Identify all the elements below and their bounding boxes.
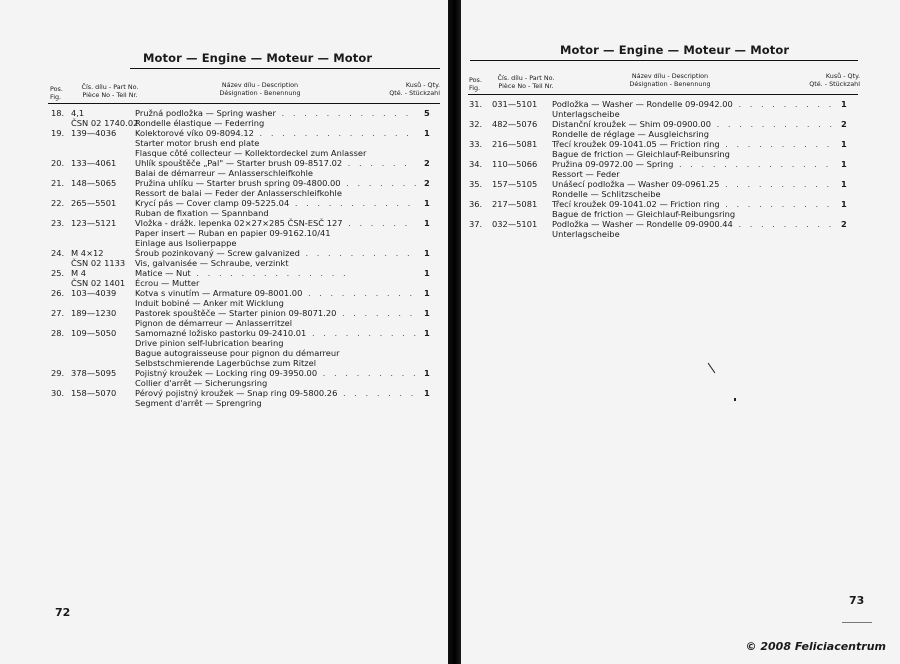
position-number: 34. — [469, 159, 483, 169]
position-number: 20. — [51, 158, 65, 168]
part-number: 031—5101 — [492, 99, 538, 109]
table-row — [469, 219, 854, 229]
part-description: Pojistný kroužek — Locking ring 09-3950.00 . . . . . . . . . — [135, 368, 419, 378]
table-row — [51, 118, 436, 128]
part-number: 216—5081 — [492, 139, 538, 149]
position-number: 19. — [51, 128, 65, 138]
part-description: Ressort — Feder — [552, 169, 620, 179]
column-header-part-no: Čís. dílu - Part No. Pièce No - Teil Nr. — [81, 83, 139, 99]
table-row — [469, 209, 854, 219]
quantity: 1 — [841, 139, 847, 149]
part-description: Kotva s vinutím — Armature 09-8001.00 . . . . . . . . . . — [135, 288, 416, 298]
table-row — [51, 288, 436, 298]
quantity: 1 — [424, 268, 430, 278]
part-number: 032—5101 — [492, 219, 538, 229]
table-row — [51, 238, 436, 248]
table-row — [51, 198, 436, 208]
part-description: Třecí kroužek 09-1041.02 — Friction ring . . . . . . . . . . — [552, 199, 833, 209]
position-number: 37. — [469, 219, 483, 229]
table-row — [51, 348, 436, 358]
quantity: 1 — [424, 198, 430, 208]
table-row — [469, 109, 854, 119]
position-number: 21. — [51, 178, 65, 188]
column-header-description: Název dílu - Description Désignation - Benennung — [629, 72, 711, 88]
part-description: Pružina 09-0972.00 — Spring . . . . . . . . . . . . . . — [552, 159, 832, 169]
dot-leader: . . . . . . . . . . — [719, 179, 833, 189]
position-number: 22. — [51, 198, 65, 208]
column-header-position: Pos. Fig. — [469, 76, 482, 92]
page-title: Motor — Engine — Moteur — Motor — [143, 51, 373, 65]
parts-list-left — [51, 108, 436, 408]
dot-leader: . . . . . . . . . — [732, 99, 835, 109]
column-header-quantity: Kusů - Qty. Qté. - Stückzahl — [389, 81, 440, 97]
part-description: Třecí kroužek 09-1041.05 — Friction ring . . . . . . . . . . — [552, 139, 833, 149]
part-description: Bague de friction — Gleichlauf-Reibunsring — [552, 149, 730, 159]
quantity: 1 — [424, 218, 430, 228]
part-number: ČSN 02 1401 — [71, 278, 126, 288]
part-description: Balai de démarreur — Anlasserschleifkohle — [135, 168, 314, 178]
part-description: Podložka — Washer — Rondelle 09-0900.44 . . . . . . . . . — [552, 219, 835, 229]
part-description: Pignon de démarreur — Anlasserritzel — [135, 318, 293, 328]
table-row — [51, 108, 436, 118]
book-spine — [448, 0, 461, 664]
divider — [470, 60, 858, 61]
part-number: 123—5121 — [71, 218, 117, 228]
dot-leader: . . . . . . . . . . . . . . — [253, 128, 412, 138]
part-description: Paper insert — Ruban en papier 09-9162.10/41 — [135, 228, 331, 238]
part-description: Bague de friction — Gleichlauf-Reibungsring — [552, 209, 736, 219]
part-number: 378—5095 — [71, 368, 117, 378]
position-number: 29. — [51, 368, 65, 378]
table-row — [51, 208, 436, 218]
position-number: 32. — [469, 119, 483, 129]
part-number: 110—5066 — [492, 159, 538, 169]
part-description: Pružná podložka — Spring washer . . . . . . . . . . . . — [135, 108, 412, 118]
part-number: 217—5081 — [492, 199, 538, 209]
page-title: Motor — Engine — Moteur — Motor — [560, 43, 790, 57]
table-row — [469, 169, 854, 179]
table-row — [469, 129, 854, 139]
table-row — [469, 199, 854, 209]
dot-leader: . . . . . . . . . . — [299, 248, 413, 258]
quantity: 1 — [841, 179, 847, 189]
page-number: 73 — [849, 594, 865, 607]
quantity: 1 — [424, 288, 430, 298]
quantity: 2 — [424, 158, 430, 168]
quantity: 2 — [424, 178, 430, 188]
part-description: Drive pinion self-lubrication bearing — [135, 338, 284, 348]
column-header-description: Název dílu - Description Désignation - Benennung — [219, 81, 301, 97]
divider — [468, 94, 858, 95]
part-description: Vložka - drážk. lepenka 02×27×285 ČSN-ESČ 127 . . . . . . — [135, 218, 411, 228]
table-row — [51, 158, 436, 168]
divider — [48, 103, 440, 104]
dot-leader: . . . . . . . . . . — [302, 288, 416, 298]
quantity: 2 — [841, 119, 847, 129]
dot-leader: . . . . . . . . . . — [719, 199, 833, 209]
dot-leader: . . . . . . . . . . . . . . — [673, 159, 832, 169]
part-number: 133—4061 — [71, 158, 117, 168]
part-description: Pérový pojistný kroužek — Snap ring 09-5800.26 . . . . . . . — [135, 388, 417, 398]
table-row — [51, 338, 436, 348]
table-row — [51, 318, 436, 328]
quantity: 1 — [424, 368, 430, 378]
quantity: 1 — [841, 99, 847, 109]
quantity: 2 — [841, 219, 847, 229]
position-number: 26. — [51, 288, 65, 298]
quantity: 1 — [841, 159, 847, 169]
table-row — [51, 308, 436, 318]
table-row — [51, 278, 436, 288]
table-row — [51, 138, 436, 148]
part-description: Rondelle élastique — Federring — [135, 118, 265, 128]
part-number: 4,1 — [71, 108, 85, 118]
part-description: Unterlagscheibe — [552, 229, 620, 239]
table-row — [51, 388, 436, 398]
table-row — [469, 119, 854, 129]
table-row — [469, 189, 854, 199]
part-number: 103—4039 — [71, 288, 117, 298]
table-row — [51, 228, 436, 238]
part-description: Induit bobiné — Anker mit Wicklung — [135, 298, 284, 308]
quantity: 1 — [424, 308, 430, 318]
dot-leader: . . . . . . . . . . — [306, 328, 420, 338]
part-description: Distanční kroužek — Shim 09-0900.00 . . . . . . . . . . . — [552, 119, 836, 129]
position-number: 33. — [469, 139, 483, 149]
parts-list-right — [469, 99, 854, 239]
quantity: 1 — [424, 388, 430, 398]
divider — [130, 68, 440, 69]
part-number: 157—5105 — [492, 179, 538, 189]
part-number: 189—1230 — [71, 308, 117, 318]
part-description: Einlage aus Isolierpappe — [135, 238, 237, 248]
part-description: Krycí pás — Cover clamp 09-5225.04 . . . . . . . . . . . — [135, 198, 414, 208]
part-description: Ruban de fixation — Spannband — [135, 208, 269, 218]
part-number: M 4×12 — [71, 248, 104, 258]
dot-leader: . . . . . . . — [337, 388, 417, 398]
table-row — [51, 248, 436, 258]
table-row — [51, 258, 436, 268]
part-description: Rondelle de réglage — Ausgleichsring — [552, 129, 710, 139]
position-number: 18. — [51, 108, 65, 118]
part-description: Pružina uhlíku — Starter brush spring 09-4800.00 . . . . . . . — [135, 178, 420, 188]
part-description: Podložka — Washer — Rondelle 09-0942.00 . . . . . . . . . — [552, 99, 835, 109]
table-row — [469, 149, 854, 159]
position-number: 27. — [51, 308, 65, 318]
table-row — [51, 268, 436, 278]
part-description: Rondelle — Schlitzscheibe — [552, 189, 661, 199]
part-description: Vis, galvanisée — Schraube, verzinkt — [135, 258, 289, 268]
dot-leader: . . . . . . . . . . . . — [275, 108, 412, 118]
table-row — [51, 128, 436, 138]
part-description: Šroub pozinkovaný — Screw galvanized . . . . . . . . . . — [135, 248, 413, 258]
column-header-quantity: Kusů - Qty. Qté. - Stückzahl — [809, 72, 860, 88]
quantity: 1 — [841, 199, 847, 209]
part-description: Kolektorové víko 09-8094.12 . . . . . . . . . . . . . . — [135, 128, 412, 138]
part-number: ČSN 02 1133 — [71, 258, 126, 268]
quantity: 1 — [424, 328, 430, 338]
position-number: 36. — [469, 199, 483, 209]
quantity: 1 — [424, 248, 430, 258]
scan-mark — [842, 622, 872, 623]
position-number: 31. — [469, 99, 483, 109]
position-number: 25. — [51, 268, 65, 278]
part-number: 482—5076 — [492, 119, 538, 129]
dot-leader: . . . . . . . . . — [732, 219, 835, 229]
part-description: Matice — Nut . . . . . . . . . . . . . . — [135, 268, 349, 278]
table-row — [51, 178, 436, 188]
copyright-notice: © 2008 Feliciacentrum — [745, 640, 886, 653]
table-row — [51, 368, 436, 378]
table-row — [51, 168, 436, 178]
part-description: Écrou — Mutter — [135, 278, 200, 288]
dot-leader: . . . . . . . . . . . . . . — [190, 268, 349, 278]
dot-leader: . . . . . . — [342, 218, 411, 228]
table-row — [51, 378, 436, 388]
dot-leader: . . . . . . . . . . . — [711, 119, 836, 129]
table-row — [469, 99, 854, 109]
quantity: 1 — [424, 128, 430, 138]
position-number: 35. — [469, 179, 483, 189]
table-row — [51, 148, 436, 158]
part-description: Pastorek spouštěče — Starter pinion 09-8071.20 . . . . . . . — [135, 308, 416, 318]
part-description: Samomazné ložisko pastorku 09-2410.01 . . . . . . . . . . — [135, 328, 420, 338]
part-description: Bague autograisseuse pour pignon du démarreur — [135, 348, 340, 358]
part-description: Starter motor brush end plate — [135, 138, 260, 148]
table-row — [469, 229, 854, 239]
position-number: 24. — [51, 248, 65, 258]
position-number: 28. — [51, 328, 65, 338]
quantity: 5 — [424, 108, 430, 118]
position-number: 23. — [51, 218, 65, 228]
part-number: 148—5065 — [71, 178, 117, 188]
page-number: 72 — [55, 606, 71, 619]
dot-leader: . . . . . . — [342, 158, 410, 168]
part-number: 139—4036 — [71, 128, 117, 138]
column-header-position: Pos. Fig. — [50, 85, 63, 101]
table-row — [51, 218, 436, 228]
table-row — [51, 298, 436, 308]
scan-mark — [734, 398, 736, 401]
part-number: 158—5070 — [71, 388, 117, 398]
table-row — [469, 159, 854, 169]
part-description: Flasque côté collecteur — Kollektordeckel zum Anlasser — [135, 148, 367, 158]
table-row — [51, 328, 436, 338]
dot-leader: . . . . . . . . . . — [719, 139, 833, 149]
part-description: Unášecí podložka — Washer 09-0961.25 . . . . . . . . . . — [552, 179, 833, 189]
position-number: 30. — [51, 388, 65, 398]
part-description: Segment d'arrêt — Sprengring — [135, 398, 262, 408]
table-row — [469, 179, 854, 189]
dot-leader: . . . . . . . — [336, 308, 416, 318]
part-description: Ressort de balai — Feder der Anlasserschleifkohle — [135, 188, 342, 198]
part-number: 265—5501 — [71, 198, 117, 208]
table-row — [51, 398, 436, 408]
part-description: Selbstschmierende Lagerbüchse zum Ritzel — [135, 358, 317, 368]
dot-leader: . . . . . . . . . . . — [289, 198, 414, 208]
table-row — [51, 188, 436, 198]
part-description: Uhlík spouštěče „Pal" — Starter brush 09-8517.02 . . . . . . — [135, 158, 410, 168]
dot-leader: . . . . . . . . . — [317, 368, 419, 378]
table-row — [51, 358, 436, 368]
part-number: ČSN 02 1740.02 — [71, 118, 139, 128]
part-number: M 4 — [71, 268, 87, 278]
dot-leader: . . . . . . . — [340, 178, 420, 188]
table-row — [469, 139, 854, 149]
part-number: 109—5050 — [71, 328, 117, 338]
column-header-part-no: Čís. dílu - Part No. Pièce No - Teil Nr. — [497, 74, 555, 90]
part-description: Unterlagscheibe — [552, 109, 620, 119]
part-description: Collier d'arrêt — Sicherungsring — [135, 378, 268, 388]
